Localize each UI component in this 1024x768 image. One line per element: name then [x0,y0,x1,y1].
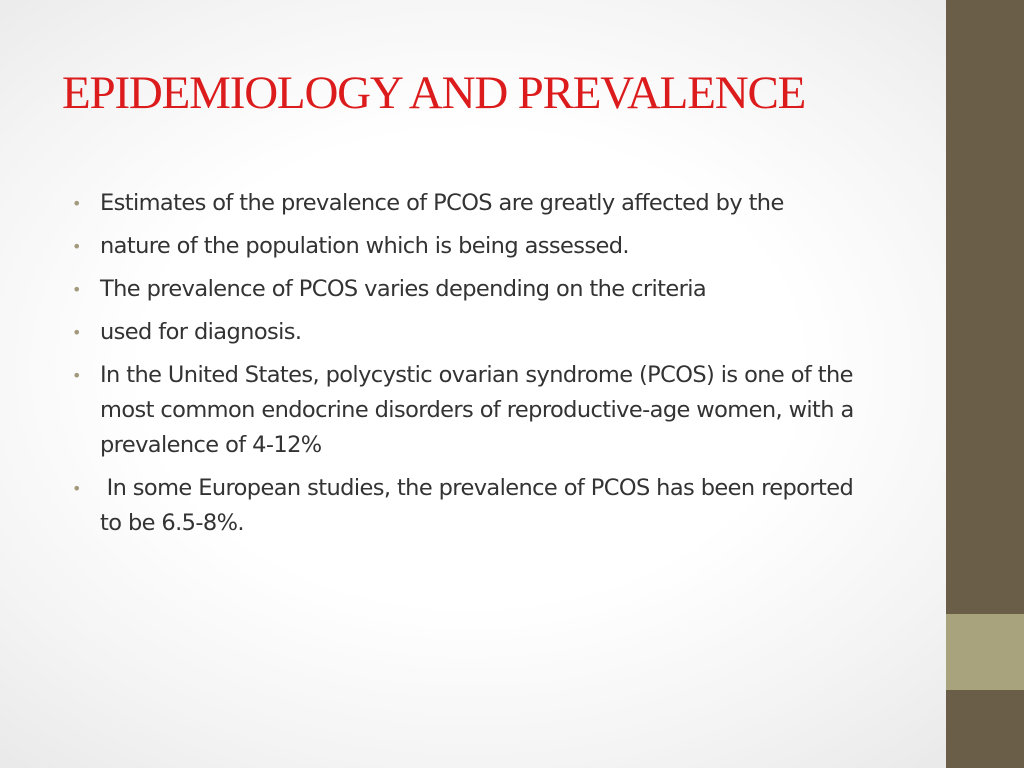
bullet-text: nature of the population which is being assessed. [100,233,629,259]
bullet-text: The prevalence of PCOS varies depending on the criteria [100,276,707,302]
side-band-accent [946,614,1024,690]
bullet-text: used for diagnosis. [100,319,302,345]
bullet-item [72,229,872,264]
bullet-list [72,186,872,549]
bullet-icon: • [72,237,81,256]
slide-title: EPIDEMIOLOGY AND PREVALENCE [62,67,806,119]
bullet-text: In some European studies, the prevalence of PCOS has been reported to be 6.5-8%. [100,475,860,536]
bullet-item [72,315,872,350]
bullet-text: Estimates of the prevalence of PCOS are greatly affected by the [100,190,784,216]
bullet-item [72,471,872,541]
bullet-item [72,272,872,307]
bullet-item [72,358,872,463]
bullet-icon: • [72,323,81,342]
bullet-icon: • [72,366,81,385]
bullet-item [72,186,872,221]
bullet-icon: • [72,479,81,498]
bullet-icon: • [72,194,81,213]
bullet-text: In the United States, polycystic ovarian syndrome (PCOS) is one of the most common endocrine disorders of reproductive-age women, with a prevalence of 4-12% [100,362,854,458]
bullet-icon: • [72,280,81,299]
